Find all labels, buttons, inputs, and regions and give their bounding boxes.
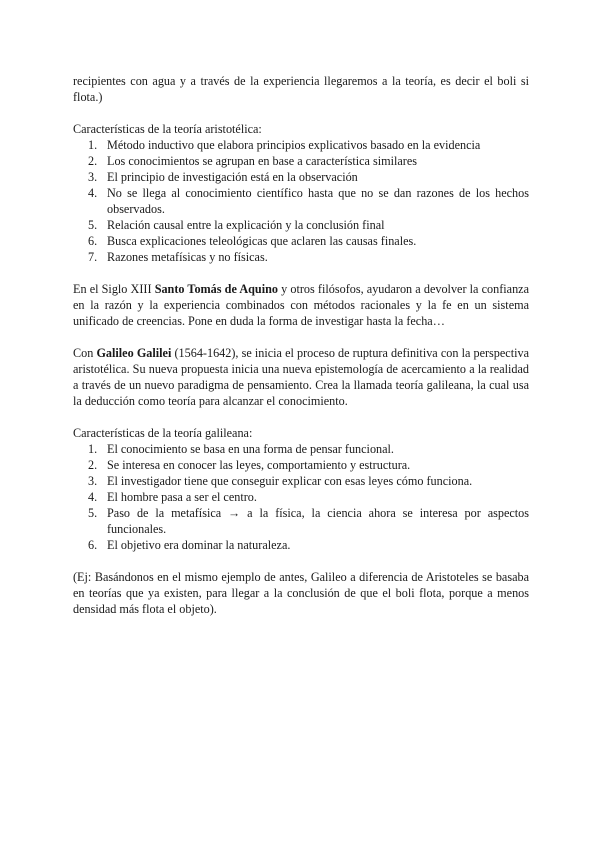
intro-paragraph: recipientes con agua y a través de la experiencia llegaremos a la teoría, es decir el boli si flota.)	[73, 74, 529, 104]
list-item: 3. El principio de investigación está en la observación	[88, 170, 358, 184]
list-item: 3. El investigador tiene que conseguir explicar con esas leyes cómo funciona.	[88, 474, 473, 488]
aristotelian-list	[73, 137, 529, 265]
galilean-heading: Características de la teoría galileana:	[73, 426, 253, 440]
galileo-paragraph: Con Galileo Galilei (1564-1642), se inicia el proceso de ruptura definitiva con la perspectiva aristotélica. Su nueva propuesta inicia una nueva epistemología de acercamiento a la realidad a través de un nuevo paradigma de pensamiento. Crea la llamada teoría galileana, la cual usa la deducción como teoría para alcanzar el conocimiento.	[73, 346, 529, 408]
list-item: 1. El conocimiento se basa en una forma de pensar funcional.	[88, 442, 394, 456]
spacer	[73, 105, 529, 121]
spacer	[73, 553, 529, 569]
list-item: 4. El hombre pasa a ser el centro.	[88, 490, 257, 504]
example-paragraph: (Ej: Basándonos en el mismo ejemplo de antes, Galileo a diferencia de Aristoteles se basaba en teorías que ya existen, para llegar a la conclusión de que el boli flota, porque a menos densidad más flota el objeto).	[73, 570, 529, 616]
aquino-name: Santo Tomás de Aquino	[154, 282, 278, 296]
list-item: 2. Se interesa en conocer las leyes, comportamiento y estructura.	[88, 458, 411, 472]
document-body	[73, 73, 529, 617]
galilean-list	[73, 441, 529, 553]
list-item: 2. Los conocimientos se agrupan en base a característica similares	[88, 154, 417, 168]
spacer	[73, 265, 529, 281]
galileo-name: Galileo Galilei	[96, 346, 172, 360]
list-item: 1. Método inductivo que elabora principios explicativos basado en la evidencia	[88, 138, 481, 152]
spacer	[73, 409, 529, 425]
spacer	[73, 329, 529, 345]
list-item: 6. El objetivo era dominar la naturaleza.	[88, 538, 291, 552]
list-item: 4. No se llega al conocimiento científico hasta que no se dan razones de los hechos observados.	[88, 186, 529, 216]
list-item: 7. Razones metafísicas y no físicas.	[88, 250, 268, 264]
list-item: 5. Paso de la metafísica → a la física, la ciencia ahora se interesa por aspectos funcionales.	[88, 506, 529, 536]
list-item: 5. Relación causal entre la explicación y la conclusión final	[88, 218, 385, 232]
list-item: 6. Busca explicaciones teleológicas que aclaren las causas finales.	[88, 234, 417, 248]
aristotelian-heading: Características de la teoría aristotélica:	[73, 122, 262, 136]
aquino-paragraph: En el Siglo XIII Santo Tomás de Aquino y otros filósofos, ayudaron a devolver la confianza en la razón y la experiencia combinados con métodos racionales y la fe en un sistema unificado de creencias. Pone en duda la forma de investigar hasta la fecha…	[73, 282, 529, 328]
